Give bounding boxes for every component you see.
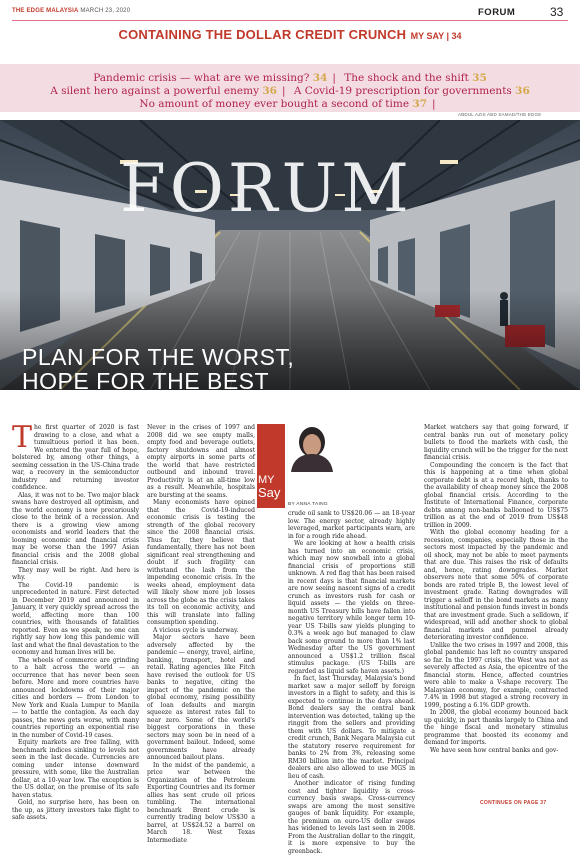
paragraph: Market watchers say that going forward, if central banks run out of monetary policy bullets to flood the markets with cash, the liquidity crunch will be the trigger for the next financial crisis. bbox=[424, 424, 568, 461]
byline: BY ANNA TAING bbox=[288, 502, 328, 507]
section-watermark-forum: FORUM bbox=[120, 150, 413, 227]
contents-item[interactable]: No amount of money ever bought a second of time bbox=[139, 98, 410, 110]
lead-headline bbox=[0, 26, 580, 44]
contents-line bbox=[0, 98, 580, 110]
paragraph: With the global economy heading for a recession, companies, especially those in the sectors most impacted by the pandemic and oil shock, may not be able to meet payments that are due. This raises the risk of defaults and, hence, rating downgrades. Market observers note that some 50% of corporate bonds are rated triple B, the lowest level of investment grade. Rating downgrades will trigger a selloff in the bond markets as many institutional and pension funds invest in bonds that are investment grade. Such a selldown, if widespread, will add another shock to global financial markets and pummel already deteriorating investor confidence. bbox=[424, 529, 568, 641]
article-title-line-1: PLAN FOR THE WORST, bbox=[22, 344, 295, 370]
article-column-2 bbox=[147, 424, 255, 844]
article-column-4 bbox=[424, 424, 568, 754]
contents-page: 36 bbox=[515, 85, 530, 97]
paragraph: In the midst of the pandemic, a price war between the Organization of the Petroleum Exporting Countries and its former allies has sent crude oil prices tumbling. The international benchmark Brent crude is currently trading below US$30 a barrel, at US$24.52 a barrel on March 18. West Texas Intermediate bbox=[147, 761, 255, 844]
paragraph: The Covid-19 pandemic is unprecedented in nature. First detected in December 2019 and announced in January, it very quickly spread across the world, affecting more than 100 countries, with thousands of fatalities reported. Even as we speak, no one can rightly say how long this pandemic will last and what the final devastation to the economy and human lives will be. bbox=[12, 581, 139, 656]
article-title bbox=[22, 345, 294, 393]
divider: | bbox=[332, 72, 336, 84]
contents-page: 35 bbox=[472, 72, 487, 84]
paragraph: crude oil sank to US$20.06 — an 18-year low. The energy sector, already highly leveraged, market participants warn, are in for a rough ride ahead. bbox=[288, 510, 415, 540]
paragraph: A vicious cycle is underway. bbox=[153, 626, 239, 634]
contents-page: 34 bbox=[312, 72, 328, 84]
contents-item[interactable]: A silent hero against a powerful enemy bbox=[50, 85, 260, 97]
paragraph: In fact, last Thursday, Malaysia's bond market saw a major selloff by foreign investors in a flight to safety, and this is expected to continue in the days ahead. Bond dealers say the central bank intervention was detected, taking up the ringgit from the sellers and providing them with US dollars. To mitigate a credit crunch, Bank Negara Malaysia cut the statutory reserve requirement for banks to 2% from 3%, releasing some RM30 billion into the market. Principal dealers are also allowed to use MGS in lieu of cash. bbox=[288, 675, 415, 780]
paragraph: Another indicator of rising funding cost and tighter liquidity is cross-currency basis swaps. Cross-currency swaps are among the most sensitive gauges of bank liquidity. For example, the premium on euro-US dollar swaps has widened to levels last seen in 2008. From the Australian dollar to the ringgit, it is more expensive to buy the greenback. bbox=[288, 780, 415, 855]
paragraph: We have seen how central banks and gov- bbox=[430, 746, 559, 754]
paragraph: Major sectors have been adversely affected by the pandemic — energy, travel, airline, banking, transport, hotel and retail. Rating agencies like Fitch have revised the outlook for US banks to negative, citing the impact of the pandemic on the global economy, rising possibility of loan defaults and margin squeeze as interest rates fall to near zero. Some of the world's biggest corporations in these sectors may soon be in need of a government bailout. Indeed, some governments have already announced bailout plans. bbox=[147, 634, 255, 761]
headline-title: CONTAINING THE DOLLAR CREDIT CRUNCH bbox=[118, 27, 407, 42]
contents-item[interactable]: Pandemic crisis — what are we missing? bbox=[93, 72, 310, 84]
contents-page: 37 bbox=[412, 98, 428, 110]
contents-line bbox=[0, 72, 580, 84]
paragraph: Compounding the concern is the fact that this is happening at a time when global corporate debt is at a record high, thanks to the availability of cheap money since the 2008 global financial crisis. According to the Institute of International Finance, corporate debts among non-banks ballooned to US$75 trillion as at the end of 2019 from US$48 trillion in 2009. bbox=[424, 461, 568, 529]
section-name: FORUM bbox=[478, 7, 516, 18]
brand-name: THE EDGE MALAYSIA bbox=[12, 8, 79, 14]
paragraph: Many economists have opined that the Covid-19-induced economic crisis is testing the strength of the global recovery since the 2008 financial crisis. Thus far, they believe that fundamentally, there has not been significant real strengthening and doubt if such fragility can withstand the lash from the impending economic crisis. In the weeks ahead, employment data will likely show more job losses across the globe as the crisis takes its toll on economic activity, and this will translate into falling consumption spending. bbox=[147, 499, 255, 626]
paragraph: In 2008, the global economy bounced back up quickly, in part thanks largely to China and the hinge fiscal and monetary stimulus programme that boosted its economy and demand for imports. bbox=[424, 709, 568, 746]
article-column-3 bbox=[288, 510, 415, 855]
contents-item[interactable]: A Covid-19 prescription for governments bbox=[293, 85, 512, 97]
article-column-1 bbox=[12, 420, 139, 822]
paragraph: Equity markets are free falling, with benchmark indices sinking to levels not seen in the last decade. Currencies are coming under intense downward pressure, with some, like the Australian dollar, at a 10-year low. The exception is the US dollar, on the premise of its safe haven status. bbox=[12, 739, 139, 799]
page-number: 33 bbox=[550, 5, 564, 19]
my-say-label-say: Say bbox=[258, 485, 281, 500]
drop-cap: T bbox=[12, 420, 33, 455]
continues-link[interactable]: CONTINUES ON PAGE 37 bbox=[480, 800, 547, 806]
issue-date: MARCH 23, 2020 bbox=[80, 8, 131, 14]
photo-credit: ABDUL AZIS ABD SAMAD/THE EDGE bbox=[458, 112, 542, 117]
header-rule bbox=[12, 20, 568, 21]
paragraph: The wheels of commerce are grinding to a halt across the world — an occurrence that has never been seen before. More and more countries have announced lockdowns of their major cities and borders — from London to New York and Kuala Lumpur to Manila — to battle the contagion. As each day passes, the news gets worse, with many countries reporting an exponential rise in the number of Covid-19 cases. bbox=[12, 656, 139, 739]
article-title-line-2: HOPE FOR THE BEST bbox=[22, 368, 270, 394]
divider: | bbox=[432, 98, 436, 110]
paragraph: The first quarter of 2020 is fast drawing to a close, and what a tumultuous period it has been. We entered the year full of hope, bolstered by, among other things, a seeming cessation in the US-China trade war, a recovery in the semiconductor industry and returning investor confidence. bbox=[12, 420, 139, 491]
paragraph: They may well be right. And here is why. bbox=[12, 566, 139, 581]
paragraph: Gold, no surprise here, has been on the up, as jittery investors take flight to safe assets. bbox=[12, 799, 139, 821]
contents-line bbox=[0, 85, 580, 97]
my-say-label-my: MY bbox=[258, 474, 275, 486]
paragraph: Alas, it was not to be. Two major black swans have destroyed all optimism, and the world economy is now precariously close to the brink of a recession. And there is a growing view among economists and world leaders that the looming economic and financial crisis may be worse than the 1997 Asian financial crisis and the 2008 global financial crisis. bbox=[12, 491, 139, 566]
paragraph: We are looking at how a health crisis has turned into an economic crisis, which may now snowball into a global financial crisis of proportions still unknown. A red flag that has been raised in recent days is that financial markets are now seeing nascent signs of a credit crunch as investors rush for cash or liquid assets — the yields on three-month US Treasury bills have fallen into negative territory while longer term 10-year US T-bills saw yields plunging to 0.3% a week ago but managed to claw back some ground to more than 1% last Wednesday after the US government announced a US$1.2 trillion fiscal stimulus package. (US T-bills are regarded as liquid safe haven assets.) bbox=[288, 540, 415, 675]
contents-page: 36 bbox=[262, 85, 277, 97]
paragraph: Never in the crises of 1997 and 2008 did we see empty malls, empty food and beverage outlets, factory shutdowns and almost empty airports in some parts of the world that have restricted outbound and inbound travel. Productivity is at an all-time low as a result. Meanwhile, hospitals are bursting at the seams. bbox=[147, 424, 255, 499]
paragraph: Unlike the two crises in 1997 and 2008, this global pandemic has left no country unspared so far. In the 1997 crisis, the West was not as severely affected as Asia, the epicentre of the financial storm. Hence, affected countries were able to make a V-shape recovery. The Malaysian economy, for example, contracted 7.4% in 1998 but staged a strong recovery in 1999, posting a 6.1% GDP growth. bbox=[424, 641, 568, 709]
masthead-brand bbox=[12, 8, 130, 14]
divider: | bbox=[281, 85, 286, 97]
headline-page-ref: MY SAY | 34 bbox=[410, 31, 462, 41]
contents-item[interactable]: The shock and the shift bbox=[344, 72, 469, 84]
